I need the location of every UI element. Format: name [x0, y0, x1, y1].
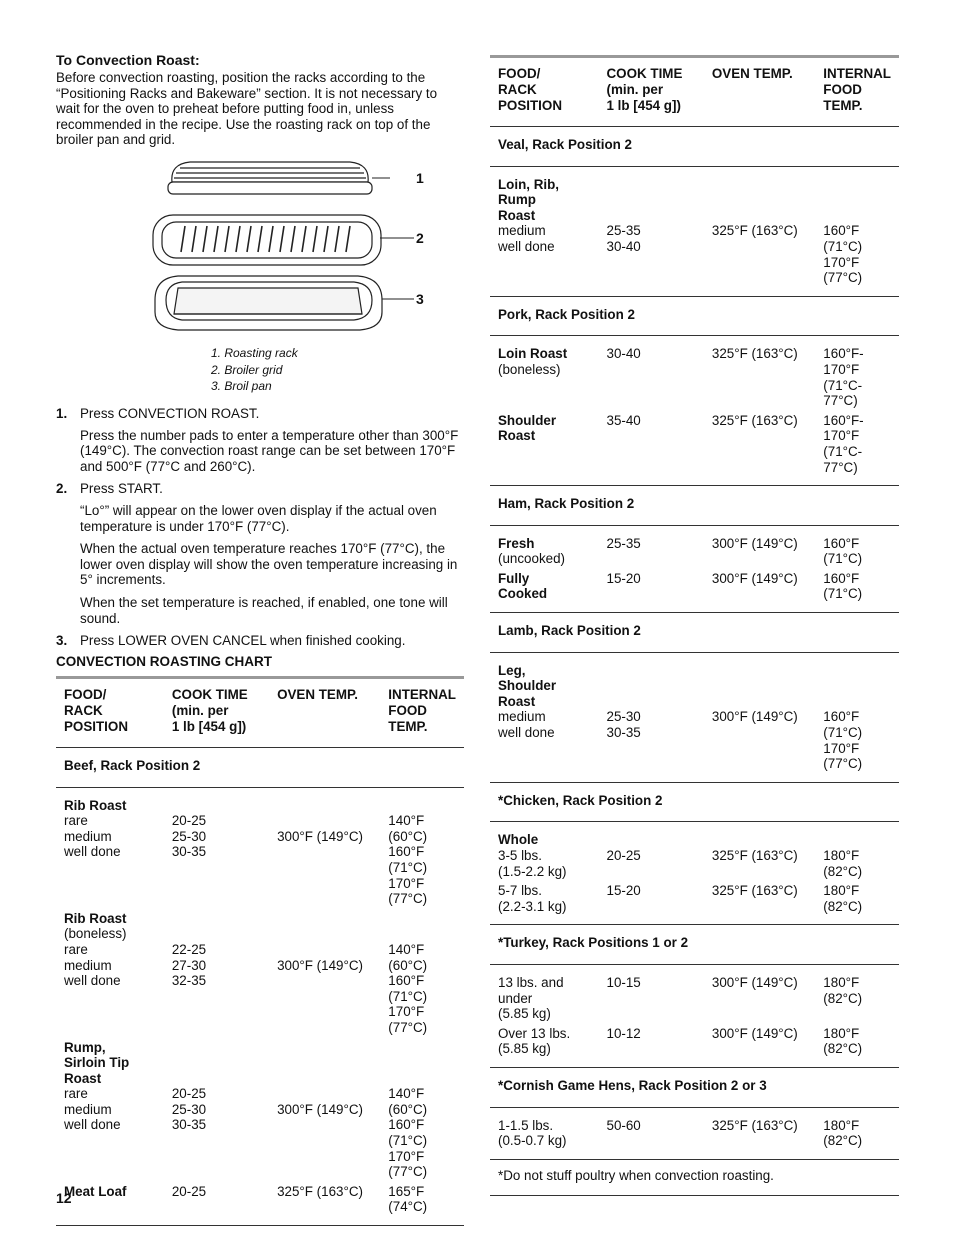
table-row: [56, 787, 464, 907]
food-detail: (boneless) rare medium well done: [64, 926, 127, 989]
table-row: [490, 336, 899, 409]
section-row: [490, 296, 899, 336]
step-text: Press LOWER OVEN CANCEL when finished cooking.: [80, 633, 406, 649]
table-row: [490, 964, 899, 1021]
column-header: FOOD/ RACK POSITION: [498, 66, 562, 113]
food-detail: medium well done: [498, 709, 555, 741]
oven-temp-cell: 300°F (149°C): [704, 1022, 815, 1068]
callout-3: 3: [416, 291, 424, 307]
legend-item: 2. Broiler grid: [211, 362, 283, 377]
food-name: Shoulder Roast: [498, 412, 557, 444]
table-row: [490, 567, 899, 613]
footnote-row: [490, 1159, 899, 1196]
roasting-rack-figure: [150, 160, 424, 360]
figure-legend: [211, 345, 298, 395]
food-name: Whole: [498, 832, 539, 848]
table-row: [490, 652, 899, 782]
oven-temp-cell: 325°F (163°C): [711, 848, 798, 863]
food-name: Rib Roast: [64, 797, 127, 813]
food-detail: 3-5 lbs. (1.5-2.2 kg): [498, 848, 567, 879]
broiler-pan-illustration: [150, 160, 390, 350]
table-row: [56, 1036, 464, 1180]
internal-temp-cell: 160°F (71°C): [815, 567, 899, 613]
food-cell: [490, 1022, 599, 1068]
internal-temp-cell: 160°F (71°C): [823, 535, 863, 567]
column-header: INTERNAL FOOD TEMP.: [388, 687, 456, 734]
food-cell: [490, 964, 599, 1021]
section-row: [490, 127, 899, 167]
table-header-row: [56, 679, 464, 748]
food-cell: [490, 822, 599, 879]
food-name: Meat Loaf: [64, 1183, 127, 1199]
page-number: 12: [56, 1190, 72, 1206]
table-row: [56, 907, 464, 1036]
oven-temp-cell: 325°F (163°C): [704, 166, 815, 296]
step-number: 1.: [56, 406, 68, 421]
food-cell: [56, 787, 164, 907]
internal-temp-cell: 140°F (60°C) 160°F (71°C) 170°F (77°C): [388, 1086, 428, 1180]
legend-item: 1. Roasting rack: [211, 346, 298, 360]
internal-temp-cell: 140°F (60°C) 160°F (71°C) 170°F (77°C): [388, 941, 428, 1035]
oven-temp-cell: 325°F (163°C): [704, 1107, 815, 1159]
food-cell: [490, 1107, 599, 1159]
section-label: Pork, Rack Position 2: [490, 296, 899, 336]
food-detail: (uncooked): [498, 551, 565, 567]
oven-temp-cell: 300°F (149°C): [711, 535, 798, 551]
cook-time-cell: 10-12: [599, 1022, 704, 1068]
oven-temp-cell: 300°F (149°C): [277, 957, 363, 973]
section-label: Lamb, Rack Position 2: [490, 613, 899, 653]
food-name: Leg, Shoulder Roast: [498, 662, 557, 709]
callout-1: 1: [416, 170, 424, 186]
food-cell: [490, 409, 599, 486]
food-cell: [56, 907, 164, 1036]
food-detail: (boneless): [498, 361, 561, 377]
step-number: 3.: [56, 633, 68, 649]
column-header: COOK TIME (min. per 1 lb [454 g]): [606, 66, 683, 113]
callout-leader-lines: [380, 230, 416, 310]
oven-temp-cell: 325°F (163°C): [704, 879, 815, 925]
food-name: Rump, Sirloin Tip Roast: [64, 1039, 130, 1086]
table-row: [56, 1180, 464, 1226]
table-row: [490, 879, 899, 925]
internal-temp-cell: 180°F (82°C): [823, 848, 863, 879]
section-label: *Turkey, Rack Positions 1 or 2: [490, 925, 899, 965]
section-row: [490, 613, 899, 653]
oven-temp-cell: 325°F (163°C): [269, 1180, 380, 1226]
column-header: OVEN TEMP.: [711, 66, 793, 81]
food-name: Fully Cooked: [498, 570, 548, 602]
callout-2: 2: [416, 230, 424, 246]
food-name: Loin, Rib, Rump Roast: [498, 176, 559, 223]
column-header: COOK TIME (min. per 1 lb [454 g]): [171, 687, 248, 734]
food-cell: [490, 879, 599, 925]
table-row: [490, 525, 899, 567]
section-label: *Cornish Game Hens, Rack Position 2 or 3: [490, 1067, 899, 1107]
food-cell: [490, 525, 599, 567]
internal-temp-cell: 180°F (82°C): [815, 1022, 899, 1068]
internal-temp-cell: 180°F (82°C): [815, 1107, 899, 1159]
table-row: [490, 409, 899, 486]
step-note: Press the number pads to enter a temperature other than 300°F (149°C). The convection roast range can be set between 170°F and 500°F (77°C and 260°C).: [80, 427, 459, 474]
section-label: Ham, Rack Position 2: [490, 486, 899, 526]
intro-paragraph: Before convection roasting, position the racks according to the “Positioning Racks and Bakeware” section. It is not necessary to wait for the oven to preheat before putting food in, unless recommended in the recipe. Use the roasting rack on top of the broiler pan and grid.: [56, 70, 438, 148]
broiler-grid-drawing: [153, 215, 381, 265]
step-1: [56, 406, 464, 422]
cook-time-cell: 15-20: [599, 879, 704, 925]
table-row: [490, 1107, 899, 1159]
internal-temp-cell: 180°F (82°C): [823, 974, 863, 1006]
roasting-rack-drawing: [168, 162, 372, 194]
food-name: Rib Roast: [64, 910, 127, 926]
oven-temp-cell: 300°F (149°C): [277, 1101, 363, 1117]
oven-temp-cell: 300°F (149°C): [711, 974, 798, 990]
step-2: [56, 481, 464, 497]
section-row: [490, 486, 899, 526]
column-header: FOOD/ RACK POSITION: [64, 687, 128, 734]
food-name: Fresh: [498, 535, 535, 551]
cook-time-cell: 35-40: [599, 409, 704, 486]
cook-time-cell: 25-30 30-35: [599, 652, 704, 782]
food-detail: rare medium well done: [64, 813, 121, 860]
cook-time-cell: 15-20: [599, 567, 704, 613]
internal-temp-cell: 160°F (71°C) 170°F (77°C): [815, 166, 899, 296]
legend-item: 3. Broil pan: [211, 379, 272, 393]
food-cell: [490, 166, 599, 296]
oven-temp-cell: 300°F (149°C): [704, 652, 815, 782]
intro-block: [56, 52, 464, 148]
food-cell: [56, 1036, 164, 1180]
section-title: To Convection Roast:: [56, 52, 200, 68]
step-note: “Lo°” will appear on the lower oven display if the actual oven temperature is under 170°F (77°C).: [80, 502, 437, 534]
internal-temp-cell: 180°F (82°C): [815, 879, 899, 925]
section-label: Beef, Rack Position 2: [56, 748, 464, 788]
food-cell: [490, 652, 599, 782]
cook-time-cell: 22-25 27-30 32-35: [171, 941, 207, 989]
food-cell: [490, 336, 599, 409]
internal-temp-cell: 160°F (71°C) 170°F (77°C): [815, 652, 899, 782]
oven-temp-cell: 325°F (163°C): [711, 346, 798, 362]
footnote: *Do not stuff poultry when convection roasting.: [490, 1159, 899, 1196]
food-detail: 1-1.5 lbs. (0.5-0.7 kg): [498, 1117, 567, 1149]
internal-temp-cell: 160°F-170°F (71°C-77°C): [823, 346, 864, 409]
table-row: [490, 822, 899, 879]
table-row: [490, 1022, 899, 1068]
internal-temp-cell: 165°F (74°C): [380, 1180, 464, 1226]
section-row: [490, 782, 899, 822]
internal-temp-cell: 140°F (60°C) 160°F (71°C) 170°F (77°C): [388, 813, 428, 907]
section-row: [490, 1067, 899, 1107]
food-detail: 5-7 lbs. (2.2-3.1 kg): [498, 883, 567, 914]
step-number: 2.: [56, 481, 68, 497]
oven-temp-cell: 325°F (163°C): [704, 409, 815, 486]
food-detail: Over 13 lbs. (5.85 kg): [498, 1025, 571, 1057]
table-row: [490, 166, 899, 296]
cook-time-cell: 20-25: [164, 1180, 269, 1226]
section-row: [56, 748, 464, 788]
cook-time-cell: 20-25 25-30 30-35: [171, 1086, 207, 1133]
step-note: When the set temperature is reached, if enabled, one tone will sound.: [80, 594, 448, 626]
table-header-row: [490, 58, 899, 127]
oven-temp-cell: 300°F (149°C): [704, 567, 815, 613]
step-text: Press CONVECTION ROAST.: [80, 406, 260, 421]
chart-title: CONVECTION ROASTING CHART: [56, 654, 272, 669]
broil-pan-drawing: [155, 276, 382, 330]
food-cell: [490, 567, 599, 613]
section-label: *Chicken, Rack Position 2: [490, 782, 899, 822]
food-cell: [56, 1180, 164, 1226]
left-roasting-table: [56, 676, 464, 1226]
column-header: INTERNAL FOOD TEMP.: [823, 66, 891, 113]
steps-list: [56, 406, 464, 649]
step-text: Press START.: [80, 481, 163, 497]
step-3: [56, 633, 464, 649]
cook-time-cell: 10-15: [606, 974, 641, 990]
food-detail: 13 lbs. and under (5.85 kg): [498, 974, 564, 1022]
section-row: [490, 925, 899, 965]
cook-time-cell: 30-40: [606, 346, 641, 362]
column-header: OVEN TEMP.: [277, 687, 358, 702]
right-roasting-table: [490, 55, 899, 1196]
cook-time-cell: 25-35 30-40: [599, 166, 704, 296]
food-detail: medium well done: [498, 223, 555, 254]
section-label: Veal, Rack Position 2: [490, 127, 899, 167]
step-note: When the actual oven temperature reaches 170°F (77°C), the lower oven display will show the oven temperature increasing in 5° increments.: [80, 541, 458, 588]
cook-time-cell: 25-35: [606, 535, 641, 551]
cook-time-cell: 20-25: [606, 848, 641, 863]
food-detail: rare medium well done: [64, 1086, 121, 1133]
cook-time-cell: 50-60: [599, 1107, 704, 1159]
cook-time-cell: 20-25 25-30 30-35: [171, 813, 207, 860]
oven-temp-cell: 300°F (149°C): [277, 828, 363, 844]
food-name: Loin Roast: [498, 346, 568, 362]
internal-temp-cell: 160°F-170°F (71°C-77°C): [815, 409, 899, 486]
